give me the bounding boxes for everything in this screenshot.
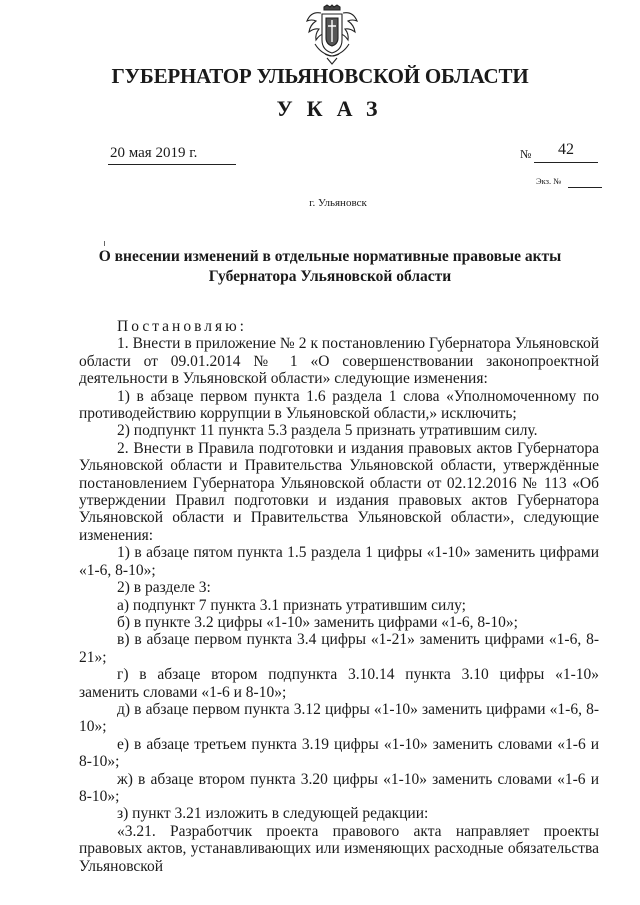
subitem-e: е) в абзаце третьем пункта 3.19 цифры «1-10» заменить словами «1-6 и 8-10»; — [79, 735, 599, 771]
number-underline — [534, 162, 598, 163]
paragraph-2: 2. Внести в Правила подготовки и издания правовых актов Губернатора Ульяновской области и Правительства Ульяновской области, утверждённые постановлением Губернатора Ульяновской области от 02.12.2016 № 113 «Об утверждении Правил подготовки и издания правовых актов Губернатора Ульяновской области и Правительства Ульяновской области», следующие изменения: — [79, 439, 599, 544]
number-sign: № — [520, 147, 532, 161]
quoted-clause-3-21: «3.21. Разработчик проекта правового акта направляет проекты правовых актов, устанавливающих или изменяющих расходные обязательства Ульяновской — [79, 822, 599, 875]
subitem-v: в) в абзаце первом пункта 3.4 цифры «1-21» заменить цифрами «1-6, 8-21»; — [79, 631, 599, 666]
subject-line-1: О внесении изменений в отдельные нормативные правовые акты — [98, 248, 562, 265]
decree-subject — [60, 247, 600, 287]
title-corner-mark — [104, 241, 105, 246]
date-underline — [108, 164, 236, 165]
document-type: УКАЗ — [276, 96, 392, 121]
subitem-b: б) в пункте 3.2 цифры «1-10» заменить цифрами «1-6, 8-10»; — [117, 613, 518, 631]
paragraph-1: 1. Внести в приложение № 2 к постановлению Губернатора Ульяновской области от 09.01.2014 № 1 «О совершенствовании законопроектной деятельности в Ульяновской области» следующие изменения: — [79, 335, 599, 388]
subitem-d: д) в абзаце первом пункта 3.12 цифры «1-10» заменить цифрами «1-6, 8-10»; — [79, 700, 599, 736]
paragraph-1-item-1: 1) в абзаце первом пункта 1.6 раздела 1 слова «Уполномоченному по противодействию коррупции в Ульяновской области,» исключить; — [79, 387, 599, 423]
paragraph-2-item-2: 2) в разделе 3: — [117, 579, 211, 597]
subitem-g: г) в абзаце втором подпункта 3.10.14 пункта 3.10 цифры «1-10» заменить словами «1-6 и 8-10»; — [79, 666, 599, 701]
decree-number: 42 — [558, 141, 574, 158]
paragraph-2-item-1: 1) в абзаце пятом пункта 1.5 раздела 1 цифры «1-10» заменить цифрами «1-6, 8-10»; — [79, 544, 599, 579]
subject-line-2: Губернатора Ульяновской области — [208, 268, 452, 285]
issuer-title: ГУБЕРНАТОР УЛЬЯНОВСКОЙ ОБЛАСТИ — [111, 64, 529, 88]
subitem-a: а) подпункт 7 пункта 3.1 признать утратившим силу; — [117, 596, 466, 614]
copy-number-underline — [568, 187, 602, 188]
subitem-zh: ж) в абзаце втором пункта 3.20 цифры «1-10» заменить словами «1-6 и 8-10»; — [79, 770, 599, 805]
paragraph-1-item-2: 2) подпункт 11 пункта 5.3 раздела 5 признать утратившим силу. — [117, 422, 538, 440]
city-name: г. Ульяновск — [309, 197, 367, 209]
decree-date: 20 мая 2019 г. — [110, 145, 198, 161]
decree-body — [79, 318, 599, 875]
subitem-z: з) пункт 3.21 изложить в следующей редакции: — [117, 805, 429, 823]
decree-formula: Постановляю: — [117, 318, 247, 335]
copy-number-label: Экз. № — [536, 176, 562, 186]
coat-of-arms-emblem — [305, 4, 359, 66]
